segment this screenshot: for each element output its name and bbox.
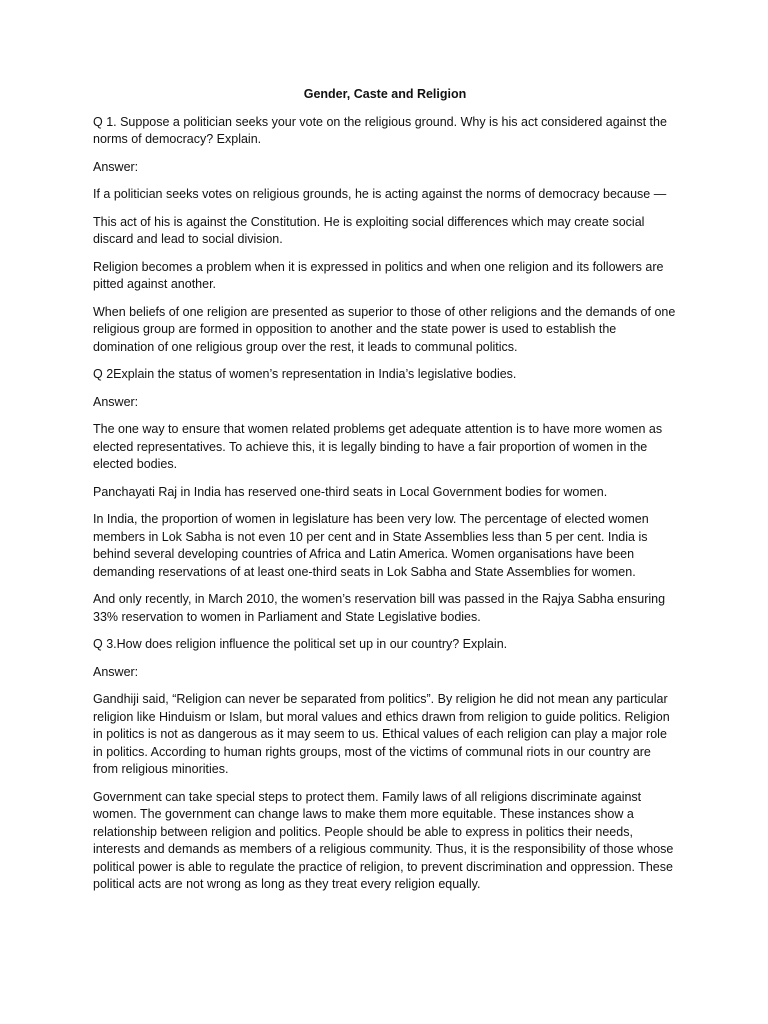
answer-1-paragraph-4: When beliefs of one religion are presented as superior to those of other religions and the demands of one religious group are formed in opposition to another and the state power is used to establish the domination of one religious group over the rest, it leads to communal politics. — [93, 304, 676, 354]
question-1: Q 1. Suppose a politician seeks your vote on the religious ground. Why is his act considered against the norms of democracy? Explain. — [93, 114, 667, 146]
answer-3-paragraph-1: Gandhiji said, “Religion can never be separated from politics”. By religion he did not mean any particular religion like Hinduism or Islam, but moral values and ethics drawn from religion to guide politics. Religion in politics is not as dangerous as it may seem to us. Ethical values of each religion can play a major role in politics. According to human rights groups, most of the victims of communal riots in our country are from religious minorities. — [93, 692, 670, 776]
answer-1-paragraph-2: This act of his is against the Constitution. He is exploiting social differences which may create social discard and lead to social division. — [93, 214, 645, 246]
document-title: Gender, Caste and Religion — [303, 87, 467, 101]
answer-1-paragraph-1: If a politician seeks votes on religious grounds, he is acting against the norms of democracy because — — [93, 187, 667, 201]
answer-2-paragraph-4: And only recently, in March 2010, the women’s reservation bill was passed in the Rajya Sabha ensuring 33% reservation to women in Parliament and State Legislative bodies. — [93, 592, 666, 624]
answer-3-paragraph-2: Government can take special steps to protect them. Family laws of all religions discriminate against women. The government can change laws to make them more equitable. These instances show a relationship between religion and politics. People should be able to express in politics their needs, interests and demands as members of a religious community. Thus, it is the responsibility of those whose political power is able to regulate the practice of religion, to prevent discrimination and oppression. These political acts are not wrong as long as they treat every religion equally. — [93, 789, 674, 891]
answer-2-paragraph-2: Panchayati Raj in India has reserved one-third seats in Local Government bodies for women. — [93, 484, 608, 499]
answer-label-1: Answer: — [93, 159, 139, 174]
answer-1-paragraph-3: Religion becomes a problem when it is expressed in politics and when one religion and its followers are pitted against another. — [93, 259, 664, 291]
question-3: Q 3.How does religion influence the political set up in our country? Explain. — [93, 637, 508, 651]
answer-label-2: Answer: — [93, 394, 139, 409]
document-page — [93, 86, 677, 904]
answer-label-3: Answer: — [93, 664, 139, 679]
question-2: Q 2Explain the status of women’s representation in India’s legislative bodies. — [93, 367, 517, 381]
answer-2-paragraph-3: In India, the proportion of women in legislature has been very low. The percentage of elected women members in Lok Sabha is not even 10 per cent and in State Assemblies less than 5 per cent. India is behind several developing countries of Africa and Latin America. Women organisations have been demanding reservations of at least one-third seats in Lok Sabha and State Assemblies for women. — [93, 512, 649, 579]
answer-2-paragraph-1: The one way to ensure that women related problems get adequate attention is to have more women as elected representatives. To achieve this, it is legally binding to have a fair proportion of women in the elected bodies. — [93, 422, 663, 471]
